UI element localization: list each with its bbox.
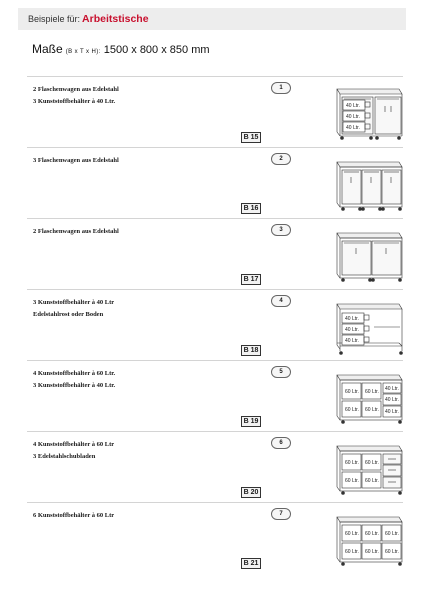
item-number: 7: [271, 508, 291, 520]
item-number: 6: [271, 437, 291, 449]
item-code: B 20: [241, 487, 261, 498]
item-number: 3: [271, 224, 291, 236]
description-line: 3 Kunststoffbehälter à 40 Ltr: [33, 299, 115, 306]
table-row-1: [27, 76, 403, 147]
dimensions-line: [32, 42, 210, 56]
bin-label: 60 Ltr.: [345, 407, 359, 413]
item-number: 2: [271, 153, 291, 165]
bin-label: 40 Ltr.: [385, 397, 399, 403]
bin-label: 40 Ltr.: [346, 103, 360, 109]
item-code: B 16: [241, 203, 261, 214]
table-row-7: [27, 502, 403, 573]
workbench-drawing: [308, 293, 404, 359]
dimensions-label: Maße: [32, 42, 63, 56]
bin-label: 60 Ltr.: [365, 478, 379, 484]
bin-label: 60 Ltr.: [365, 460, 379, 466]
description-line: 6 Kunststoffbehälter à 60 Ltr: [33, 512, 115, 519]
bin-label: 60 Ltr.: [365, 389, 379, 395]
item-code: B 19: [241, 416, 261, 427]
bin-label: 40 Ltr.: [346, 125, 360, 131]
bin-label: 60 Ltr.: [345, 531, 359, 537]
description-line: 3 Flaschenwagen aus Edelstahl: [33, 157, 119, 164]
table-row-5: [27, 360, 403, 431]
workbench-drawing: [308, 80, 404, 146]
bin-label: 40 Ltr.: [385, 386, 399, 392]
bin-label: 40 Ltr.: [385, 409, 399, 415]
item-code: B 17: [241, 274, 261, 285]
row-description: [33, 439, 114, 462]
bin-label: 60 Ltr.: [345, 478, 359, 484]
row-description: [33, 368, 115, 391]
row-description: [33, 510, 114, 522]
page-header: [18, 8, 406, 30]
description-line: 3 Edelstahlschubladen: [33, 452, 96, 460]
description-line: 3 Kunststoffbehälter à 40 Ltr.: [33, 97, 116, 105]
table-row-6: [27, 431, 403, 502]
item-code: B 15: [241, 132, 261, 143]
description-line: 2 Flaschenwagen aus Edelstahl: [33, 86, 119, 93]
bin-label: 40 Ltr.: [345, 338, 359, 344]
item-code: B 18: [241, 345, 261, 356]
bin-label: 60 Ltr.: [345, 549, 359, 555]
bin-label: 60 Ltr.: [365, 531, 379, 537]
bin-label: 60 Ltr.: [365, 549, 379, 555]
bin-label: 60 Ltr.: [345, 460, 359, 466]
description-line: 4 Kunststoffbehälter à 60 Ltr.: [33, 370, 116, 377]
bin-label: 60 Ltr.: [385, 531, 399, 537]
workbench-drawing: [308, 364, 404, 430]
workbench-drawing: [308, 222, 404, 288]
bin-label: 40 Ltr.: [345, 327, 359, 333]
row-description: [33, 297, 114, 320]
workbench-drawing: [308, 151, 404, 217]
bin-label: 60 Ltr.: [385, 549, 399, 555]
description-line: Edelstahlrost oder Boden: [33, 310, 104, 318]
header-title: Arbeitstische: [82, 13, 149, 25]
description-line: 3 Kunststoffbehälter à 40 Ltr.: [33, 381, 116, 389]
row-description: [33, 84, 119, 107]
table-row-2: [27, 147, 403, 218]
bin-label: 40 Ltr.: [346, 114, 360, 120]
row-description: [33, 155, 119, 167]
dimensions-value: 1500 x 800 x 850 mm: [103, 44, 210, 56]
bin-label: 40 Ltr.: [345, 316, 359, 322]
bin-label: 60 Ltr.: [365, 407, 379, 413]
item-number: 5: [271, 366, 291, 378]
item-number: 1: [271, 82, 291, 94]
header-prefix: Beispiele für:: [28, 14, 81, 24]
workbench-drawing: [308, 435, 404, 501]
row-description: [33, 226, 119, 238]
description-line: 4 Kunststoffbehälter à 60 Ltr: [33, 441, 115, 448]
table-row-4: [27, 289, 403, 360]
description-line: 2 Flaschenwagen aus Edelstahl: [33, 228, 119, 235]
item-number: 4: [271, 295, 291, 307]
bin-label: 60 Ltr.: [345, 389, 359, 395]
dimensions-unit: (B x T x H):: [65, 49, 101, 55]
workbench-drawing: [308, 506, 404, 572]
table-row-3: [27, 218, 403, 289]
item-code: B 21: [241, 558, 261, 569]
